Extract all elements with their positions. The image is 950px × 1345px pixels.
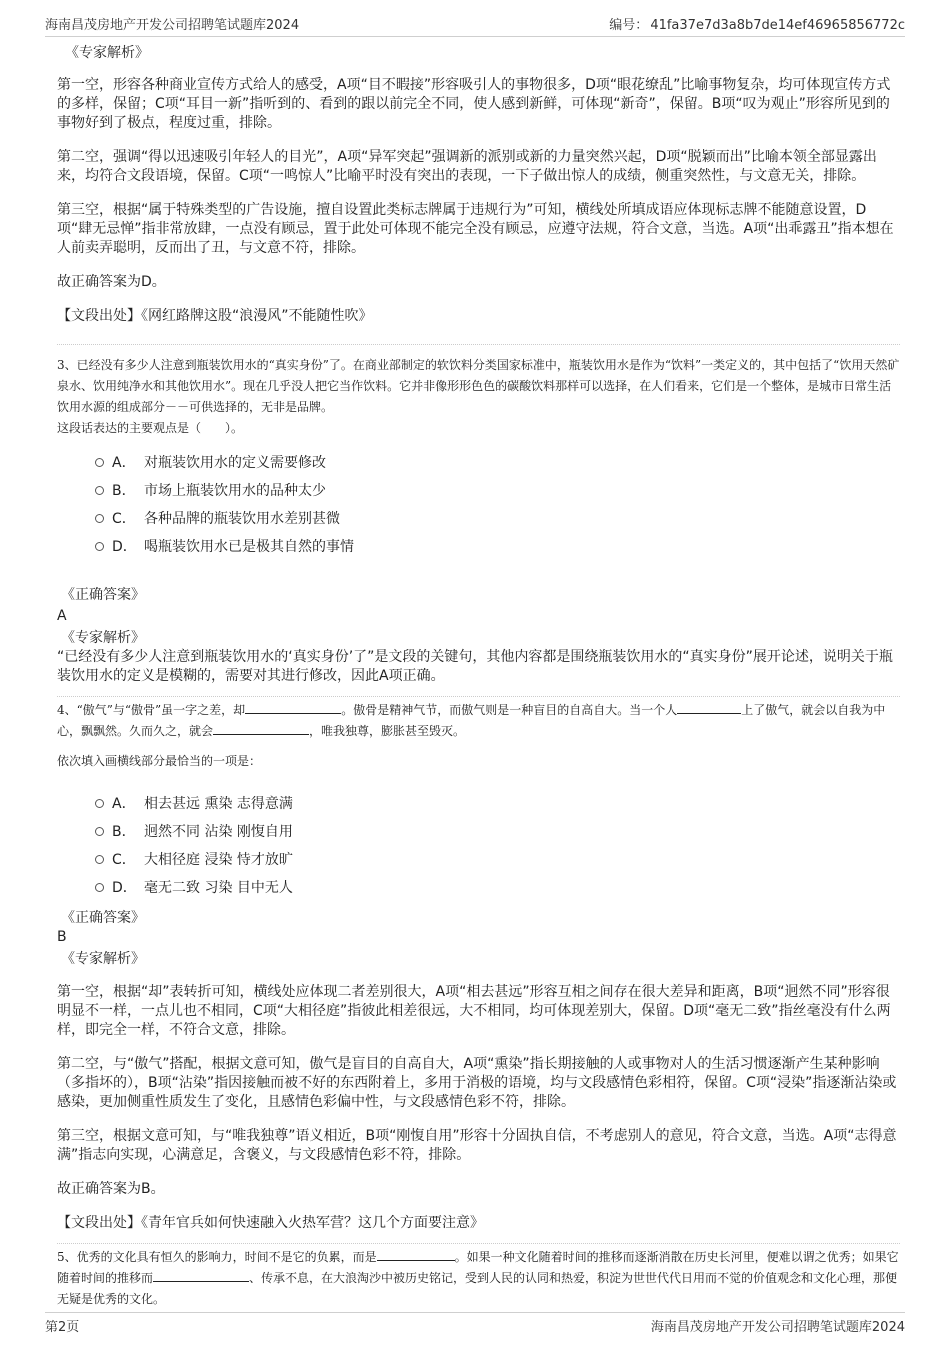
q4-analysis-label: 《专家解析》 (61, 951, 145, 967)
q2-analysis-para1: 第一空，形容各种商业宣传方式给人的感受，A项“目不暇接”形容吸引人的事物很多，D项“眼花缭乱”比喻事物复杂，均可体现宣传方式的多样，保留；C项“耳目一新”指听到的、看到的跟以前完全不同，使人感到新鲜，可体现“新奇”，保留。B项“叹为观止”形容所见到的事物好到了极点，程度过重，排除。 (57, 77, 891, 131)
q3-analysis: “已经没有多少人注意到瓶装饮用水的‘真实身份’了”是文段的关键句，其他内容都是围绕瓶装饮用水的“真实身份”展开论述，说明关于瓶装饮用水的定义是模糊的，需要对其进行修改，因此A项正确。 (57, 649, 893, 684)
q4-option-c[interactable]: C． 大相径庭 浸染 恃才放旷 (95, 845, 900, 873)
radio-icon[interactable] (95, 855, 104, 864)
q3-option-c[interactable]: C． 各种品牌的瓶装饮用水差别甚微 (95, 504, 900, 532)
radio-icon[interactable] (95, 542, 104, 551)
q4-option-a[interactable]: A． 相去甚远 熏染 志得意满 (95, 789, 900, 817)
q2-analysis-label: 《专家解析》 (65, 45, 149, 61)
q4-source: 【文段出处】《青年官兵如何快速融入火热军营？这几个方面要注意》 (57, 1215, 484, 1231)
blank-3 (213, 722, 309, 735)
blank-1 (245, 701, 341, 714)
q4-answer: B (57, 929, 67, 945)
q4-question: 依次填入画横线部分最恰当的一项是： (57, 754, 262, 768)
q4-option-d[interactable]: D． 毫无二致 习染 目中无人 (95, 873, 900, 901)
q3-answer-label: 《正确答案》 (61, 587, 145, 603)
q5-stem: 5、优秀的文化具有恒久的影响力，时间不是它的负累，而是 。如果一种文化随着时间的推移而逐渐消散在历史长河里，便难以谓之优秀；如果它随着时间的推移而 、传承不息，在大浪淘沙中被历史铭记，受到人民的认同和热爱，积淀为世世代代日用而不觉的价值观念和文化心理，那便无疑是优秀的文化。 (57, 1250, 899, 1306)
q4-stem: 4、“傲气”与“傲骨”虽一字之差，却 。傲骨是精神气节，而傲气则是一种盲目的自高自大。当一个人 上了傲气，就会以自我为中心，飘飘然。久而久之，就会 ，唯我独尊，膨胀甚至毁灭。 (57, 703, 886, 738)
header-code-value: 41fa37e7d3a8b7de14ef46965856772c (650, 18, 905, 33)
q2-conclusion: 故正确答案为D。 (57, 274, 166, 290)
footer-page-number: 第2页 (45, 1320, 80, 1335)
q3-options (95, 448, 900, 560)
radio-icon[interactable] (95, 486, 104, 495)
page-header (45, 14, 905, 37)
radio-icon[interactable] (95, 827, 104, 836)
q4-analysis-para1: 第一空，根据“却”表转折可知，横线处应体现二者差别很大，A项“相去甚远”形容互相之间存在很大差异和距离，B项“迥然不同”形容很明显不一样，一点儿也不相同，C项“大相径庭”指彼此相差很远，大不相同，均可体现差别大，保留。D项“毫无二致”指丝毫没有什么两样，即完全一样，不符合文意，排除。 (57, 984, 891, 1038)
q3-option-d[interactable]: D． 喝瓶装饮用水已是极其自然的事情 (95, 532, 900, 560)
q3-option-a[interactable]: A． 对瓶装饮用水的定义需要修改 (95, 448, 900, 476)
blank-2 (677, 701, 741, 714)
q3-answer: A (57, 608, 67, 624)
radio-icon[interactable] (95, 799, 104, 808)
q4-analysis-para2: 第二空，与“傲气”搭配，根据文意可知，傲气是盲目的自高自大，A项“熏染”指长期接触的人或事物对人的生活习惯逐渐产生某种影响（多指坏的），B项“沾染”指因接触而被不好的东西附着上，多用于消极的语境，均与文段感情色彩相符，保留。C项“浸染”指逐渐沾染或感染，更加侧重性质发生了变化，且感情色彩偏中性，与文段感情色彩不符，排除。 (57, 1056, 897, 1110)
q2-source: 【文段出处】《网红路牌这股“浪漫风”不能随性吹》 (57, 308, 373, 324)
q3-analysis-label: 《专家解析》 (61, 630, 145, 646)
q4-analysis-para3: 第三空，根据文意可知，与“唯我独尊”语义相近，B项“刚愎自用”形容十分固执自信，不考虑别人的意见，符合文意，当选。A项“志得意满”指志向实现，心满意足，含褒义，与文段感情色彩不符，排除。 (57, 1128, 897, 1163)
radio-icon[interactable] (95, 883, 104, 892)
q4-options (95, 789, 900, 901)
header-code (609, 14, 905, 33)
page-content (57, 44, 900, 1310)
radio-icon[interactable] (95, 458, 104, 467)
header-code-label: 编号： (609, 18, 649, 33)
q4-option-b[interactable]: B． 迥然不同 沾染 刚愎自用 (95, 817, 900, 845)
q3-stem: 3、已经没有多少人注意到瓶装饮用水的“真实身份”了。在商业部制定的软饮料分类国家标准中，瓶装饮用水是作为“饮料”一类定义的，其中包括了“饮用天然矿泉水、饮用纯净水和其他饮用水”。现在几乎没人把它当作饮料。它并非像形形色色的碳酸饮料那样可以选择，在人们看来，它们是一个整体，是城市日常生活饮用水源的组成部分－－可供选择的，无非是品牌。 (57, 358, 900, 414)
footer-title: 海南昌茂房地产开发公司招聘笔试题库2024 (650, 1320, 905, 1335)
blank-1 (377, 1248, 455, 1261)
page-footer (45, 1312, 905, 1338)
q2-analysis-para2: 第二空，强调“得以迅速吸引年轻人的目光”，A项“异军突起”强调新的派别或新的力量突然兴起，D项“脱颖而出”比喻本领全部显露出来，均符合文段语境，保留。C项“一鸣惊人”比喻平时没有突出的表现，一下子做出惊人的成绩，侧重突然性，与文意无关，排除。 (57, 149, 877, 184)
q3-option-b[interactable]: B． 市场上瓶装饮用水的品种太少 (95, 476, 900, 504)
header-title: 海南昌茂房地产开发公司招聘笔试题库2024 (45, 18, 300, 33)
radio-icon[interactable] (95, 514, 104, 523)
q4-answer-label: 《正确答案》 (61, 910, 145, 926)
q4-conclusion: 故正确答案为B。 (57, 1181, 165, 1197)
q3-question: 这段话表达的主要观点是（ ）。 (57, 421, 244, 435)
q2-analysis-para3: 第三空，根据“属于特殊类型的广告设施，擅自设置此类标志牌属于违规行为”可知，横线处所填成语应体现标志牌不能随意设置，D项“肆无忌惮”指非常放肆，一点没有顾忌，置于此处可体现不能完全没有顾忌，应遵守法规，符合文意，当选。A项“出乖露丑”指本想在人前卖弄聪明，反而出了丑，与文意不符，排除。 (57, 202, 894, 256)
blank-2 (153, 1269, 249, 1282)
